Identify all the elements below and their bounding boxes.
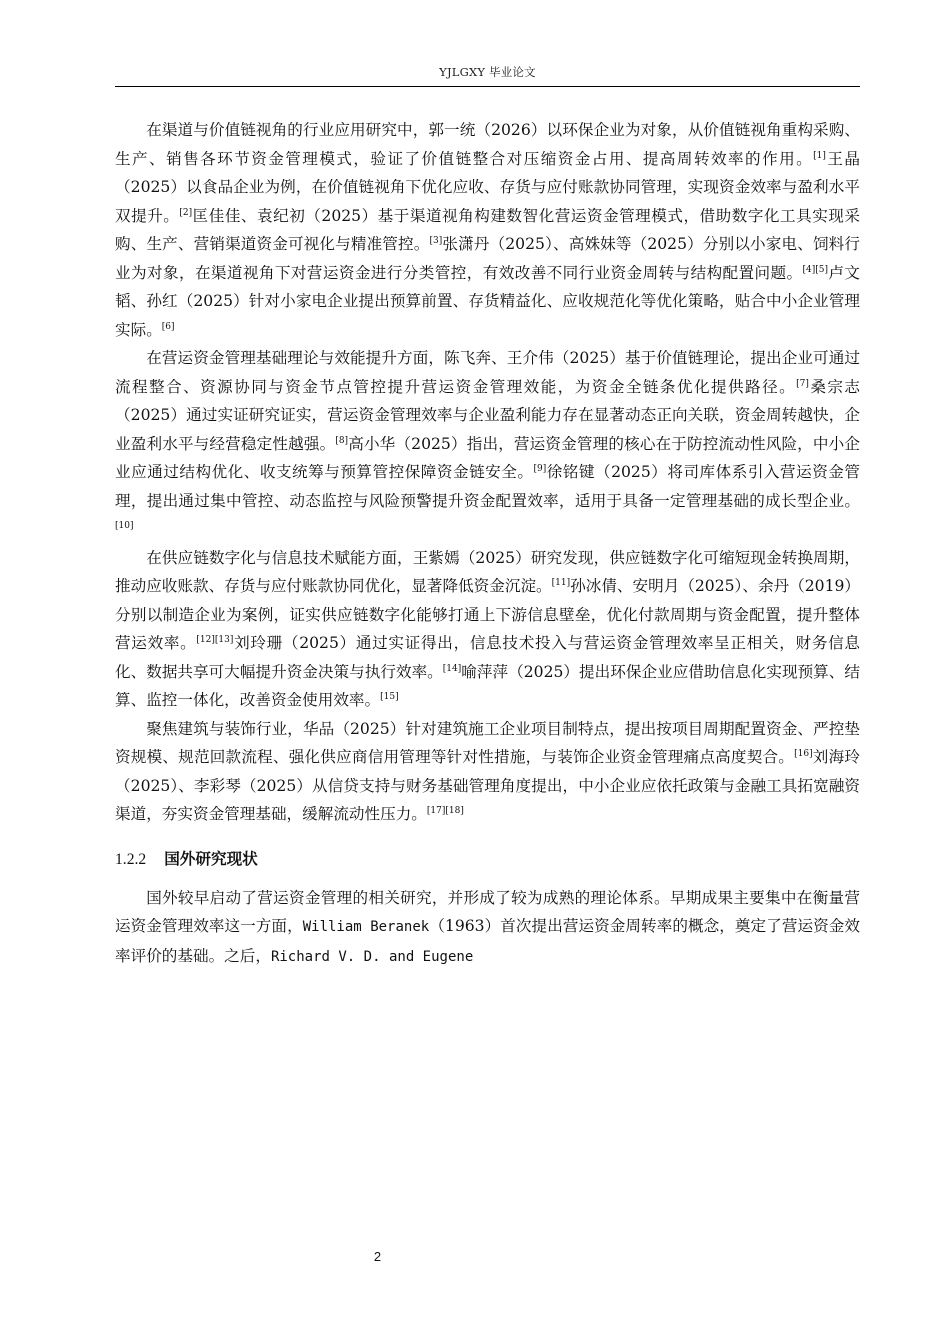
header-divider: [115, 86, 860, 87]
paragraph-text: 卢文韬、孙红（2025）针对小家电企业提出预算前置、存货精益化、应收规范化等优化策略，贴合中小企业管理实际。: [115, 263, 860, 339]
paragraph-text: 王晶（2025）以食品企业为例，在价值链视角下优化应收、存货与应付账款协同管理，实现资金效率与盈利水平双提升。: [115, 149, 860, 225]
paragraph-text: 在营运资金管理基础理论与效能提升方面，陈飞奔、王介伟（2025）基于价值链理论，提出企业可通过流程整合、资源协同与资金节点管控提升营运资金管理效能，为资金全链条优化提供路径。: [115, 349, 860, 396]
citation-ref: [9]: [533, 464, 547, 474]
citation-ref: [1]: [813, 150, 826, 161]
document-body: [115, 116, 860, 971]
paragraph-text: 高小华（2025）指出，营运资金管理的核心在于防控流动性风险，中小企业应通过结构优化、收支统筹与预算管控保障资金链安全。: [115, 434, 860, 481]
citation-ref: [3]: [429, 236, 443, 246]
citation-ref: [8]: [335, 435, 349, 446]
body-paragraph: [115, 544, 860, 715]
paragraph-text: 聚焦建筑与装饰行业，华品（2025）针对建筑施工企业项目制特点，提出按项目周期配置资金、严控垫资规模、规范回款流程、强化供应商信用管理等针对性措施，与装饰企业资金管理痛点高度契合。: [115, 719, 860, 766]
citation-ref: [6]: [161, 321, 175, 332]
citation-ref: [10]: [115, 521, 134, 531]
citation-ref: [2]: [179, 207, 193, 218]
body-paragraph: [115, 344, 860, 544]
paragraph-text: （1963）首次提出营运资金周转率的概念，奠定了营运资金效率评价的基础。之后，: [115, 917, 860, 965]
section-heading: [115, 847, 860, 872]
paragraph-text: 在供应链数字化与信息技术赋能方面，王紫嫣（2025）研究发现，供应链数字化可缩短现金转换周期，推动应收账款、存货与应付账款协同优化，显著降低资金沉淀。: [115, 548, 860, 595]
body-paragraph: [115, 116, 860, 344]
citation-ref: [15]: [380, 692, 399, 702]
citation-ref: [11]: [551, 578, 571, 588]
citation-ref: [4][5]: [802, 264, 828, 275]
citation-ref: [12][13]: [196, 635, 234, 645]
citation-ref: [17][18]: [426, 806, 464, 816]
section-title: 国外研究现状: [164, 849, 258, 868]
citation-ref: [7]: [796, 378, 809, 389]
body-paragraph: [115, 884, 860, 972]
paragraph-text: 刘海玲（2025）、李彩琴（2025）从信贷支持与财务基础管理角度提出，中小企业应依托政策与金融工具拓宽融资渠道，夯实资金管理基础，缓解流动性压力。: [115, 748, 860, 823]
paragraph-text: 刘玲珊（2025）通过实证得出，信息技术投入与营运资金管理效率呈正相关，财务信息化、数据共享可大幅提升资金决策与执行效率。: [115, 634, 860, 681]
paragraph-text: 张潇丹（2025）、高姝妹等（2025）分别以小家电、饲料行业为对象，在渠道视角下对营运资金进行分类管控，有效改善不同行业资金周转与结构配置问题。: [115, 235, 860, 282]
body-paragraph: [115, 715, 860, 829]
paragraph-text: 桑宗志（2025）通过实证研究证实，营运资金管理效率与企业盈利能力存在显著动态正向关联，资金周转越快，企业盈利水平与经营稳定性越强。: [115, 377, 860, 453]
section-number: 1.2.2: [115, 850, 147, 868]
page-number: 2: [373, 1249, 382, 1264]
citation-ref: [16]: [794, 749, 813, 759]
paragraph-text: 国外较早启动了营运资金管理的相关研究，并形成了较为成熟的理论体系。早期成果主要集中在衡量营运资金管理效率这一方面，: [115, 888, 860, 935]
citation-ref: [14]: [442, 663, 462, 674]
author-name-text: William Beranek: [302, 919, 430, 935]
paragraph-text: 徐铭键（2025）将司库体系引入营运资金管理，提出通过集中管控、动态监控与风险预警提升资金配置效率，适用于具备一定管理基础的成长型企业。: [115, 463, 860, 510]
paragraph-text: 孙冰倩、安明月（2025）、余丹（2019）分别以制造企业为案例，证实供应链数字化能够打通上下游信息壁垒，优化付款周期与资金配置，提升整体营运效率。: [115, 577, 861, 652]
paragraph-text: 匡佳佳、袁纪初（2025）基于渠道视角构建数智化营运资金管理模式，借助数字化工具实现采购、生产、营销渠道资金可视化与精准管控。: [115, 206, 860, 253]
page-header-title: YJLGXY 毕业论文: [439, 65, 536, 79]
paragraph-text: 喻萍萍（2025）提出环保企业应借助信息化实现预算、结算、监控一体化，改善资金使用效率。: [115, 662, 860, 709]
paragraph-text: 在渠道与价值链视角的行业应用研究中，郭一统（2026）以环保企业为对象，从价值链视角重构采购、生产、销售各环节资金管理模式，验证了价值链整合对压缩资金占用、提高周转效率的作用。: [115, 121, 860, 168]
author-name-text: Richard V. D. and Eugene: [270, 948, 474, 965]
